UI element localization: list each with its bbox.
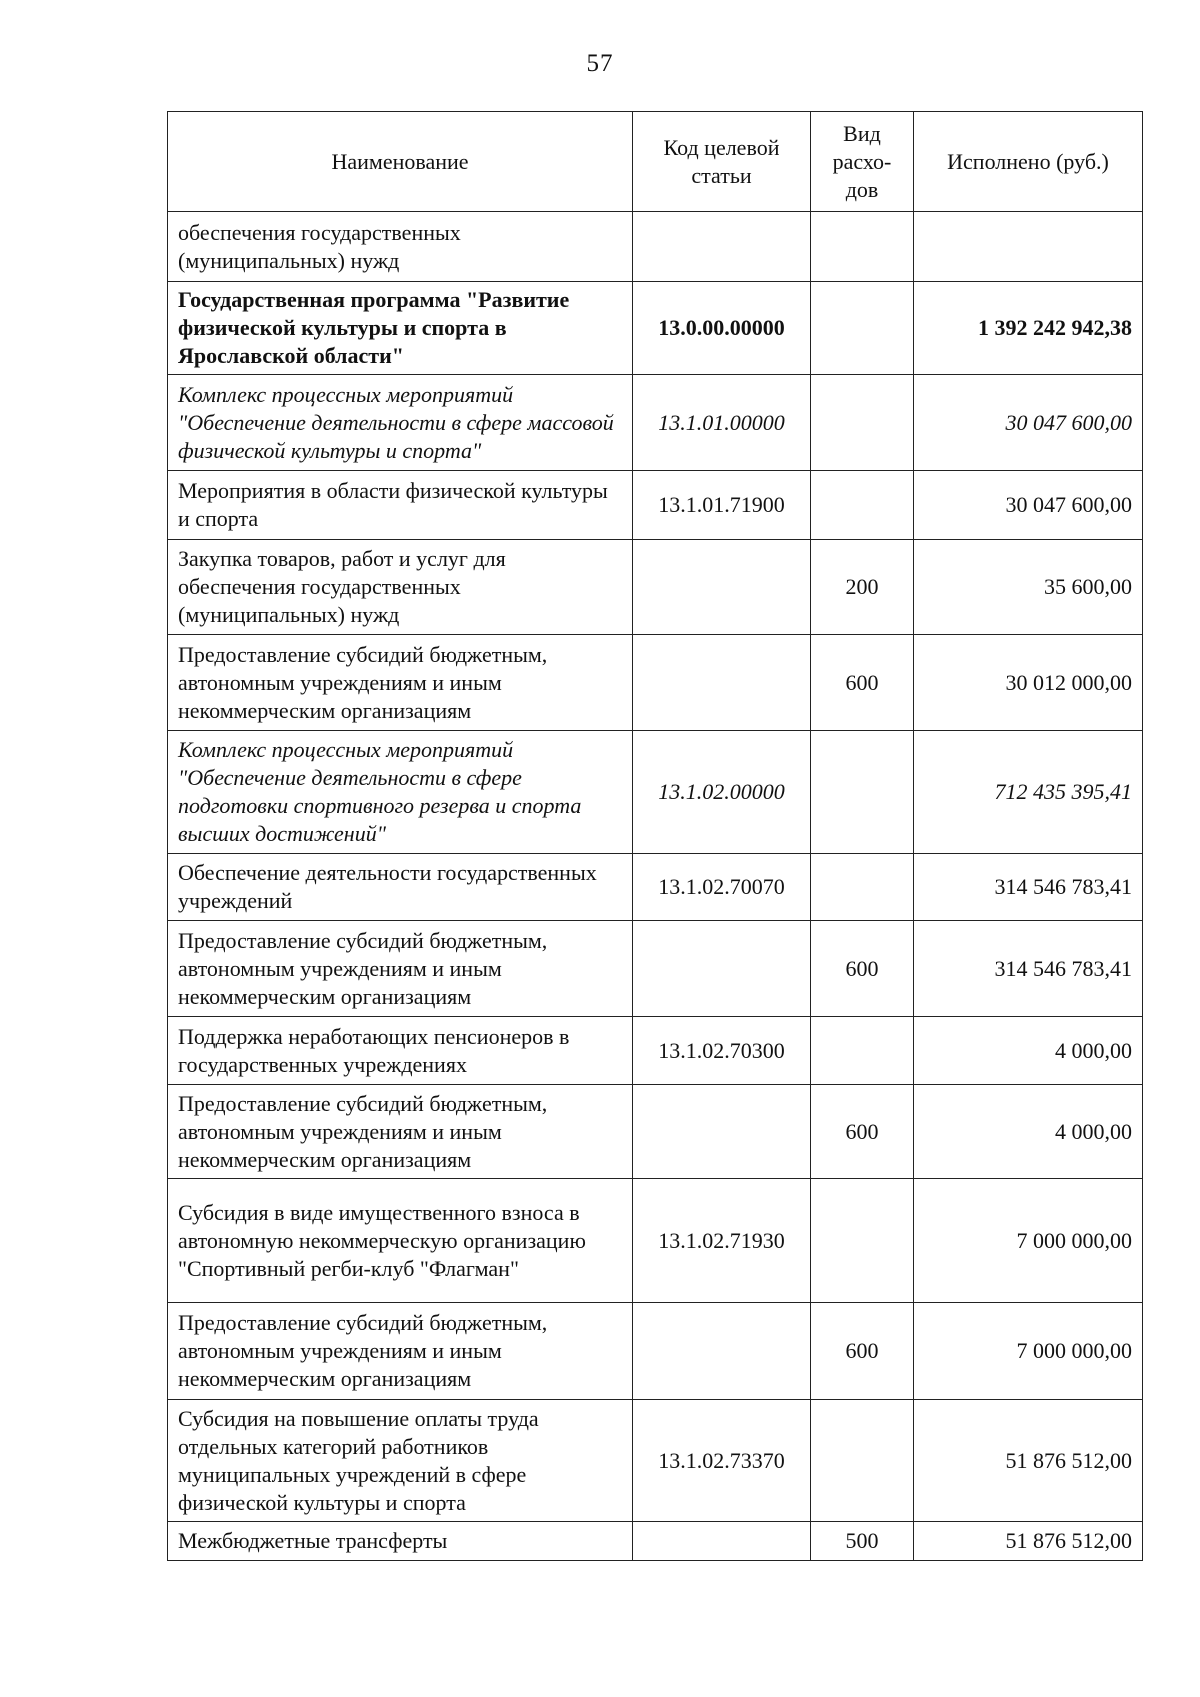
row-name: Обеспечение деятельности государственных учреждений xyxy=(168,854,633,921)
table-row xyxy=(168,212,1143,282)
table-row xyxy=(168,731,1143,854)
header-code: Код целевой статьи xyxy=(633,112,811,212)
table-row xyxy=(168,1522,1143,1561)
row-code xyxy=(633,635,811,731)
header-amount: Исполнено (руб.) xyxy=(914,112,1143,212)
table-row xyxy=(168,635,1143,731)
row-vid xyxy=(811,212,914,282)
table-row xyxy=(168,375,1143,471)
page-number: 57 xyxy=(586,50,614,77)
table-row xyxy=(168,1303,1143,1400)
row-name: Государственная программа "Развитие физической культуры и спорта в Ярославской области" xyxy=(168,282,633,375)
row-vid: 600 xyxy=(811,1085,914,1179)
row-vid: 500 xyxy=(811,1522,914,1561)
row-name: Предоставление субсидий бюджетным, автономным учреждениям и иным некоммерческим организациям xyxy=(168,921,633,1017)
row-amount: 35 600,00 xyxy=(914,540,1143,635)
row-amount: 7 000 000,00 xyxy=(914,1179,1143,1303)
row-amount xyxy=(914,212,1143,282)
row-code xyxy=(633,212,811,282)
row-name: Предоставление субсидий бюджетным, автономным учреждениям и иным некоммерческим организациям xyxy=(168,635,633,731)
row-vid xyxy=(811,375,914,471)
row-code: 13.1.01.00000 xyxy=(633,375,811,471)
row-amount: 4 000,00 xyxy=(914,1085,1143,1179)
row-name: Закупка товаров, работ и услуг для обеспечения государственных (муниципальных) нужд xyxy=(168,540,633,635)
row-name: Субсидия в виде имущественного взноса в автономную некоммерческую организацию "Спортивный регби-клуб "Флагман" xyxy=(168,1179,633,1303)
row-code: 13.1.02.00000 xyxy=(633,731,811,854)
row-vid xyxy=(811,1017,914,1085)
header-row xyxy=(168,112,1143,212)
row-amount: 7 000 000,00 xyxy=(914,1303,1143,1400)
row-vid xyxy=(811,1400,914,1522)
row-name: Межбюджетные трансферты xyxy=(168,1522,633,1561)
row-code: 13.1.02.71930 xyxy=(633,1179,811,1303)
row-vid: 600 xyxy=(811,635,914,731)
row-amount: 1 392 242 942,38 xyxy=(914,282,1143,375)
table-row xyxy=(168,921,1143,1017)
row-amount: 51 876 512,00 xyxy=(914,1400,1143,1522)
row-vid: 200 xyxy=(811,540,914,635)
row-code xyxy=(633,921,811,1017)
row-amount: 30 047 600,00 xyxy=(914,375,1143,471)
row-code xyxy=(633,540,811,635)
table-row xyxy=(168,1085,1143,1179)
row-name: Субсидия на повышение оплаты труда отдельных категорий работников муниципальных учреждений в сфере физической культуры и спорта xyxy=(168,1400,633,1522)
table-row xyxy=(168,1017,1143,1085)
table-row xyxy=(168,1400,1143,1522)
row-amount: 314 546 783,41 xyxy=(914,854,1143,921)
row-amount: 51 876 512,00 xyxy=(914,1522,1143,1561)
row-name: Предоставление субсидий бюджетным, автономным учреждениям и иным некоммерческим организациям xyxy=(168,1085,633,1179)
row-name: Предоставление субсидий бюджетным, автономным учреждениям и иным некоммерческим организациям xyxy=(168,1303,633,1400)
table-row xyxy=(168,282,1143,375)
row-code: 13.1.01.71900 xyxy=(633,471,811,540)
budget-table xyxy=(167,111,1143,1561)
row-code: 13.0.00.00000 xyxy=(633,282,811,375)
row-code: 13.1.02.70070 xyxy=(633,854,811,921)
row-code xyxy=(633,1085,811,1179)
table-row xyxy=(168,540,1143,635)
row-name: Мероприятия в области физической культуры и спорта xyxy=(168,471,633,540)
row-amount: 30 012 000,00 xyxy=(914,635,1143,731)
row-code xyxy=(633,1303,811,1400)
row-code: 13.1.02.73370 xyxy=(633,1400,811,1522)
row-vid xyxy=(811,1179,914,1303)
header-name: Наименование xyxy=(168,112,633,212)
row-amount: 30 047 600,00 xyxy=(914,471,1143,540)
row-vid: 600 xyxy=(811,1303,914,1400)
row-name: Комплекс процессных мероприятий "Обеспечение деятельности в сфере массовой физической культуры и спорта" xyxy=(168,375,633,471)
row-name: Комплекс процессных мероприятий "Обеспечение деятельности в сфере подготовки спортивного резерва и спорта высших достижений" xyxy=(168,731,633,854)
row-name: Поддержка неработающих пенсионеров в государственных учреждениях xyxy=(168,1017,633,1085)
row-code: 13.1.02.70300 xyxy=(633,1017,811,1085)
row-vid xyxy=(811,731,914,854)
row-name: обеспечения государственных (муниципальных) нужд xyxy=(168,212,633,282)
table-row xyxy=(168,854,1143,921)
row-amount: 4 000,00 xyxy=(914,1017,1143,1085)
row-vid: 600 xyxy=(811,921,914,1017)
header-vid: Вид расхо-дов xyxy=(811,112,914,212)
row-amount: 712 435 395,41 xyxy=(914,731,1143,854)
row-amount: 314 546 783,41 xyxy=(914,921,1143,1017)
row-vid xyxy=(811,854,914,921)
table-row xyxy=(168,471,1143,540)
table-row xyxy=(168,1179,1143,1303)
row-vid xyxy=(811,282,914,375)
row-vid xyxy=(811,471,914,540)
row-code xyxy=(633,1522,811,1561)
